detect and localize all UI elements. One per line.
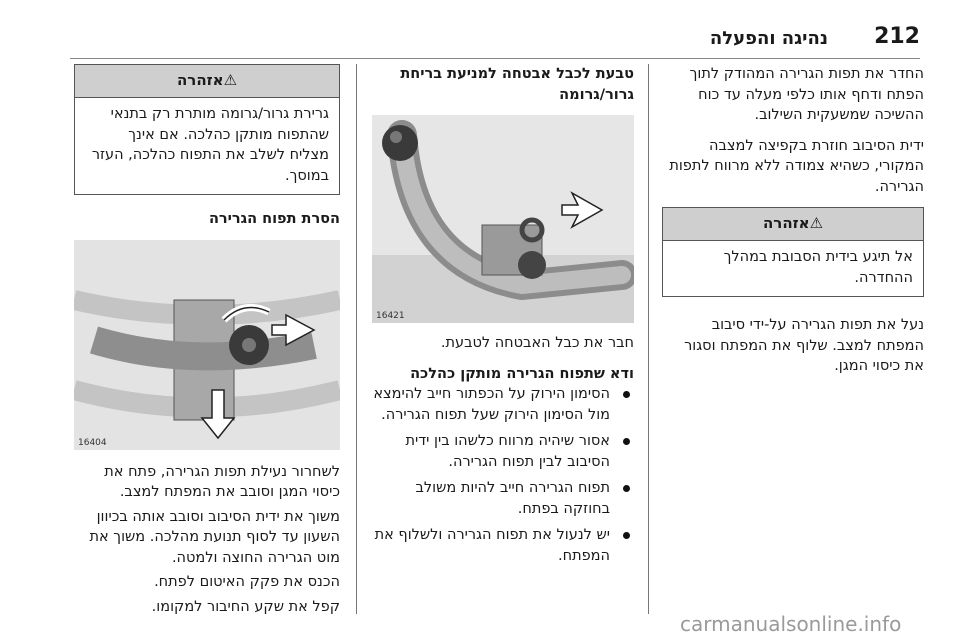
list-item: אסור שיהיה מרווח כלשהו בין ידית הסיבוב לבין תפוח הגרירה.: [372, 431, 634, 472]
figure-code: 16404: [78, 437, 107, 448]
warning-icon: ⚠: [223, 71, 238, 89]
column-middle: [372, 64, 634, 572]
paragraph: ידית הסיבוב חוזרת בקפיצה למצבה המקורי, כשהיא צמודה ללא מרווח לתפות הגרירה.: [669, 137, 924, 195]
tow-hook-removal-illustration: [74, 240, 340, 450]
paragraph: קפל את שקע החיבור למקומו.: [151, 598, 340, 615]
bullet-icon: [623, 485, 630, 492]
paragraph: משוך את ידית הסיבוב וסובב אותה בכיוון השעון עד לסוף תנועת מהלכה. משוך את מוט הגרירה החוצה ולמטה.: [89, 508, 340, 566]
section-heading: הסרת תפוח הגרירה: [208, 211, 340, 227]
warning-box: [662, 207, 924, 297]
list-item: הסימון הירוק על הכפתור חייב להימצא מול הסימון הירוק שעל תפוח הגרירה.: [372, 384, 634, 425]
warning-title: אזהרה: [176, 71, 224, 89]
list-item: תפוח הגרירה חייב להיות משולב בחוזקה בפתח.: [372, 478, 634, 519]
figure-caption: חבר את כבל האבטחה לטבעת.: [440, 335, 634, 351]
column-divider: [356, 64, 357, 614]
paragraph: לשחרור נעילת תפות הגרירה, פתח את כיסוי המגן וסובב את המפתח למצב.: [104, 463, 340, 500]
paragraph: הכנס את פקק האיטום לפתח.: [154, 574, 340, 590]
column-right: [662, 64, 924, 377]
page-number: 212: [874, 24, 920, 49]
tow-hook-illustration: [372, 115, 634, 323]
bullet-icon: [623, 438, 630, 445]
warning-box: [74, 64, 340, 195]
warning-icon: ⚠: [809, 214, 824, 232]
page-header: [70, 22, 920, 56]
warning-header: [663, 208, 923, 241]
subheading: ודא שתפוח הגרירה מותקן כהלכה: [410, 365, 634, 382]
bullet-icon: [623, 391, 630, 398]
header-rule: [70, 58, 920, 59]
column-divider: [648, 64, 649, 614]
watermark: carmanualsonline.info: [680, 612, 902, 636]
warning-header: [75, 65, 339, 98]
paragraph: החדר את תפות הגרירה המהודק לתוך הפתח ודחף אותו כלפי מעלה עד כוח ההשיכה שמשעקית השילוב.: [689, 66, 924, 123]
page-title: נהיגה והפעלה: [709, 28, 828, 49]
paragraph: נעל את תפות הגרירה על-ידי סיבוב המפתח למצב. שלוף את המפתח וסגור את כיסוי המגן.: [684, 317, 924, 374]
warning-body: גרירת גרור/גרומה מותרת רק בתנאי שהתפוח מותקן כהלכה. אם אינך מצליח לשלב את התפוח כהלכה, העזר במוסך.: [91, 106, 329, 184]
warning-body: אל תיגע בידית הסבובת במהלך ההחדרה.: [723, 249, 913, 286]
figure-safety-cable-ring: [372, 115, 634, 323]
column-left: [74, 64, 340, 617]
figure-tow-hook-removal: [74, 240, 340, 450]
bullet-icon: [623, 532, 630, 539]
list-item: יש לנעול את תפוח הגרירה ולשלוף את המפתח.: [372, 525, 634, 566]
warning-title: אזהרה: [762, 214, 810, 232]
checklist: [372, 384, 634, 566]
figure-code: 16421: [376, 311, 405, 321]
section-heading: טבעת לכבל אבטחה למניעת בריחת גרור/גרומה: [400, 66, 634, 103]
